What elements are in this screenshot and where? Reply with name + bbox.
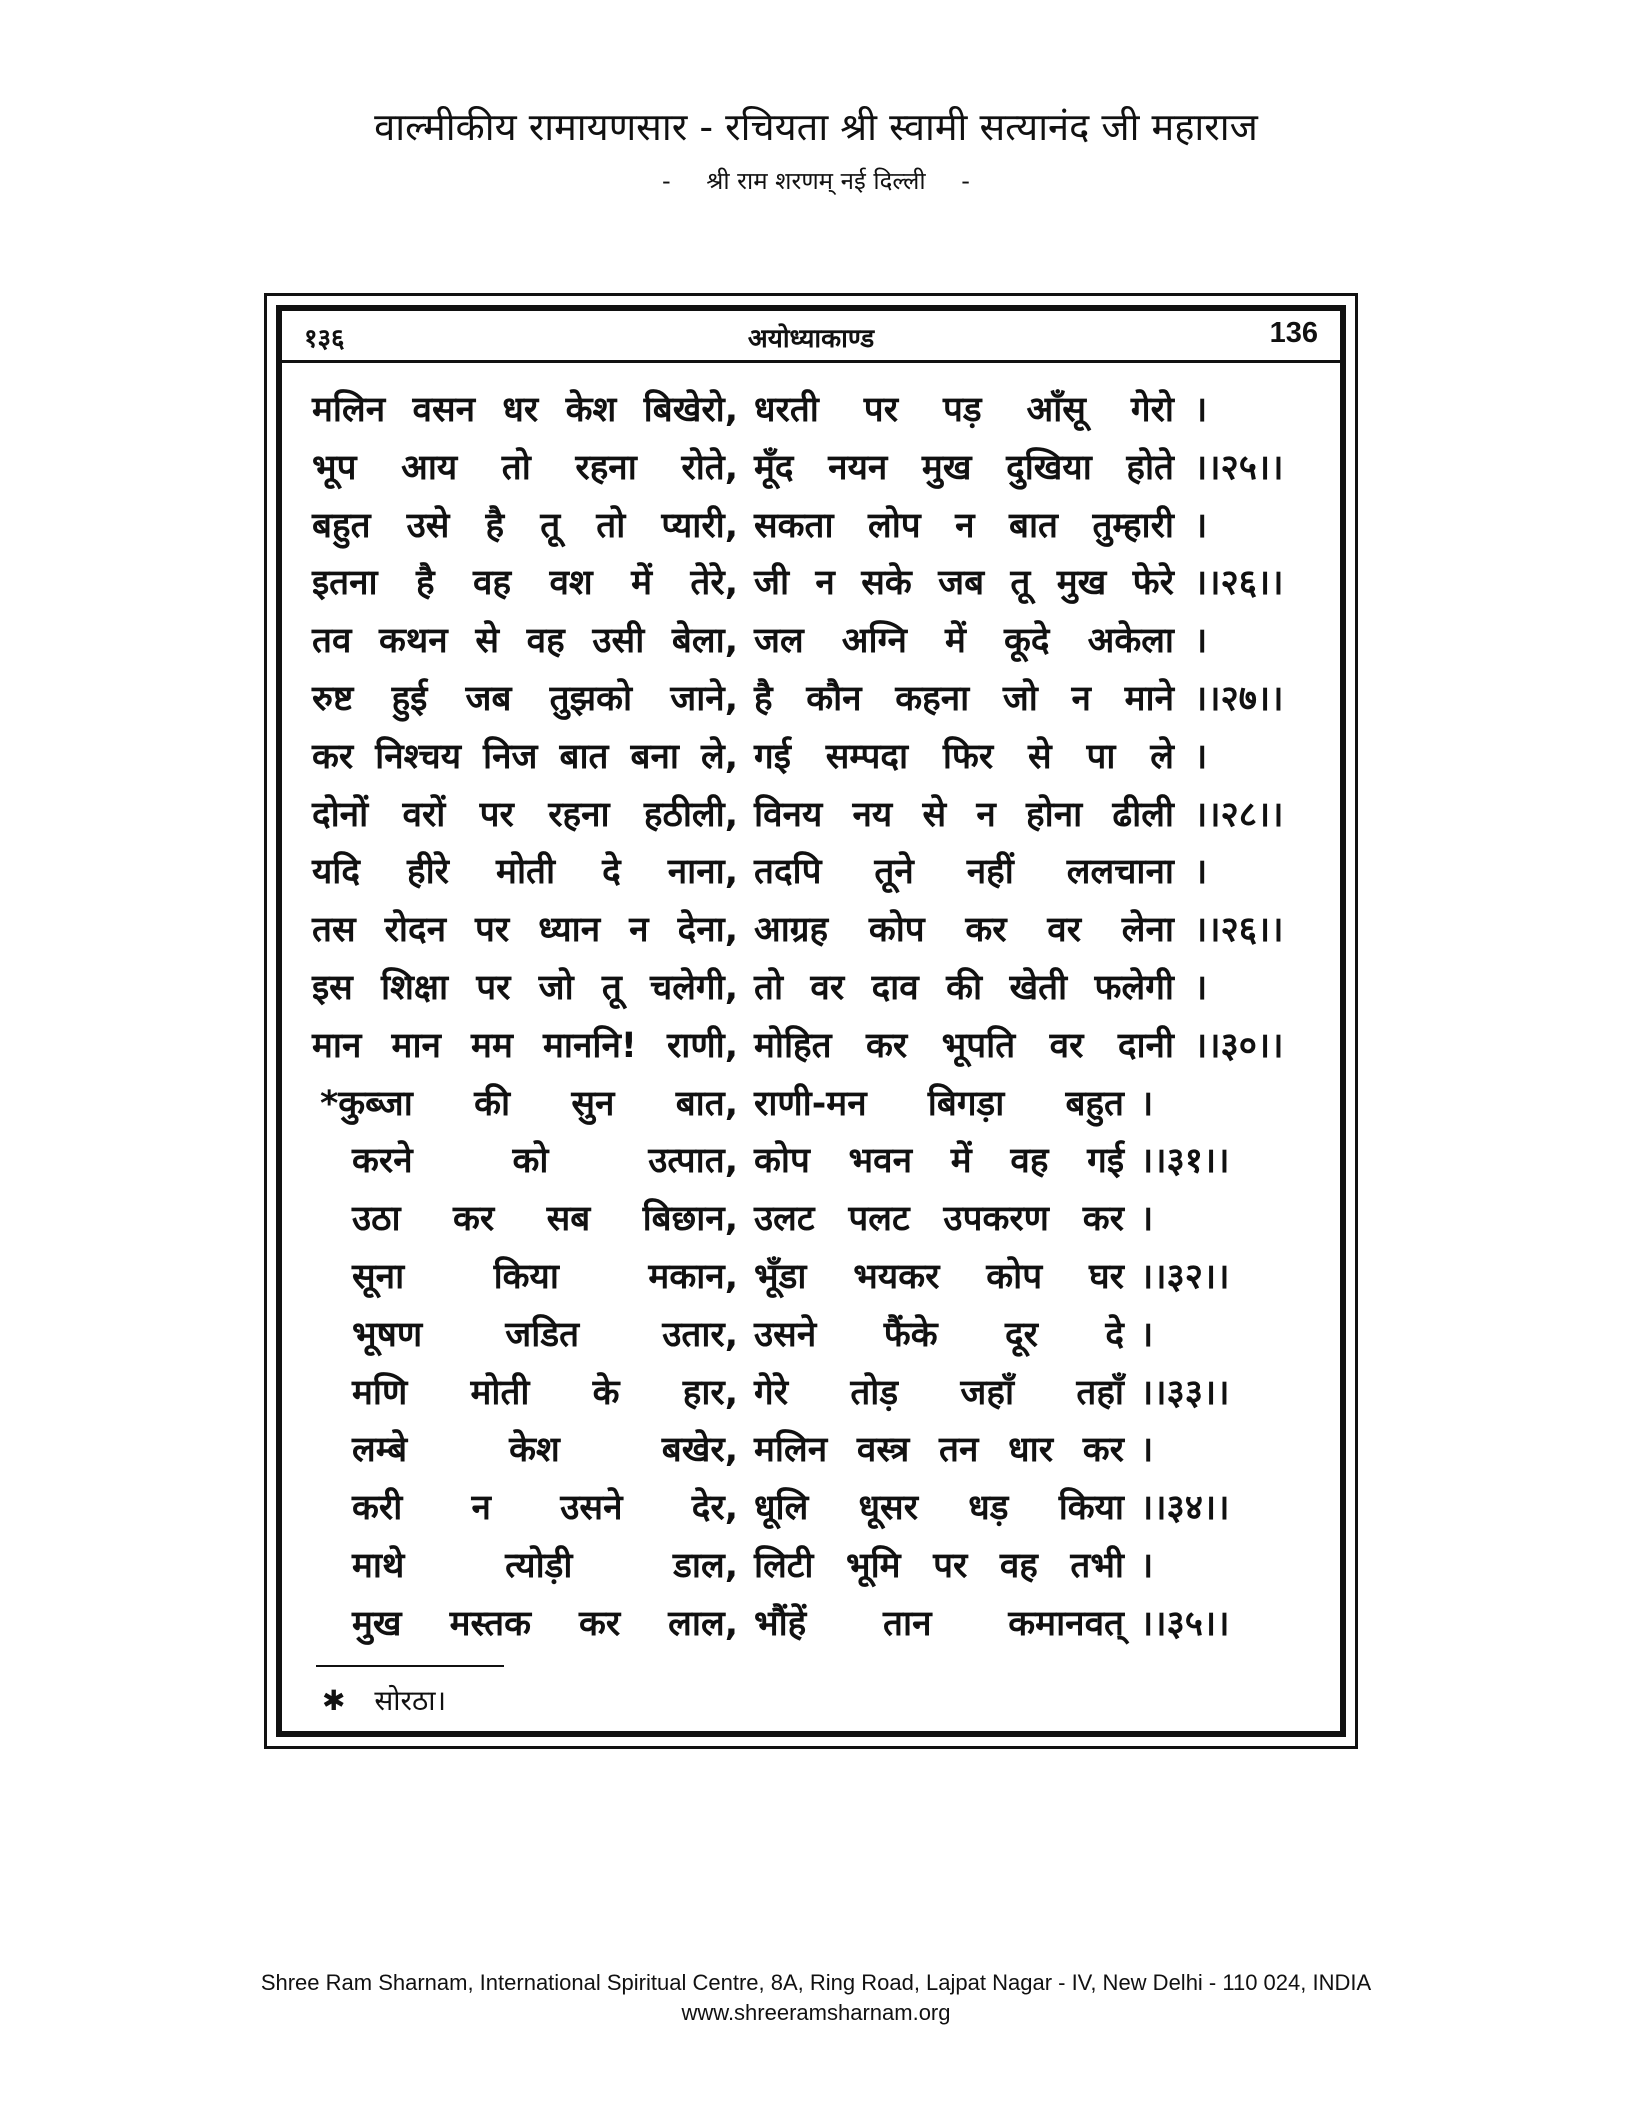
verse-line — [282, 445, 1340, 503]
soratha-first-half: करी न उसने देर, — [352, 1488, 738, 1529]
soratha-line — [282, 1485, 1340, 1543]
verse-first-half: बहुत उसे है तू तो प्यारी, — [312, 505, 738, 546]
verse-first-half: कर निश्चय निज बात बना ले, — [312, 736, 738, 777]
soratha-first-half: लम्बे केश बखेर, — [352, 1430, 738, 1471]
soratha-second-half: कोप भवन में वह गई — [754, 1141, 1124, 1182]
verse-marker: । — [1194, 390, 1208, 430]
page-footer — [0, 1968, 1632, 2028]
verse-second-half: विनय नय से न होना ढीली — [754, 794, 1174, 835]
header-dash-left: - — [662, 167, 671, 195]
verse-line — [282, 965, 1340, 1023]
page-number-devanagari: १३६ — [304, 324, 345, 354]
header-dash-right: - — [961, 167, 970, 195]
verse-second-half: सकता लोप न बात तुम्हारी — [754, 505, 1174, 546]
verse-marker: । — [1194, 736, 1208, 777]
footer-address: Shree Ram Sharnam, International Spiritual Centre, 8A, Ring Road, Lajpat Nagar - IV, New Delhi - 110 024, INDIA — [260, 1970, 1372, 1995]
asterisk-icon: ✱ — [322, 1684, 346, 1717]
soratha-marker: । — [1140, 1430, 1154, 1471]
verse-second-half: धरती पर पड़ आँसू गेरो — [754, 390, 1174, 430]
verse-first-half: मलिन वसन धर केश बिखेरो, — [312, 390, 738, 430]
soratha-first-half: मुख मस्तक कर लाल, — [352, 1603, 738, 1644]
page-number-arabic: 136 — [1269, 317, 1318, 349]
verse-second-half: जी न सके जब तू मुख फेरे — [754, 563, 1174, 604]
page-header — [0, 100, 1632, 200]
soratha-second-half: भौंहें तान कमानवत् — [754, 1603, 1124, 1644]
verse-marker: । — [1194, 852, 1208, 893]
soratha-first-half: *कुब्जा की सुन बात, — [320, 1083, 738, 1124]
soratha-second-half: भूँडा भयकर कोप घर — [754, 1256, 1124, 1297]
verse-line — [282, 907, 1340, 965]
verse-first-half: दोनों वरों पर रहना हठीली, — [312, 794, 738, 835]
verse-marker: । — [1194, 505, 1208, 546]
soratha-line — [282, 1312, 1340, 1370]
verse-second-half: गई सम्पदा फिर से पा ले — [754, 736, 1174, 777]
soratha-marker: ।।३१।। — [1140, 1141, 1230, 1182]
verse-marker: ।।२६।। — [1194, 910, 1284, 951]
verse-first-half: मान मान मम माननि! राणी, — [312, 1025, 738, 1066]
verse-line — [282, 792, 1340, 850]
verse-first-half: इतना है वह वश में तेरे, — [312, 563, 738, 604]
soratha-marker: ।।३३।। — [1140, 1372, 1230, 1413]
verse-line — [282, 560, 1340, 618]
verse-marker: ।।२७।। — [1194, 678, 1284, 719]
verse-marker: । — [1194, 621, 1208, 662]
header-subtitle — [0, 162, 1632, 200]
soratha-first-half: सूना किया मकान, — [352, 1256, 738, 1297]
footnote-divider — [316, 1665, 504, 1667]
verse-first-half: भूप आय तो रहना रोते, — [312, 447, 738, 488]
verse-second-half: मोहित कर भूपति वर दानी — [754, 1025, 1174, 1066]
verse-marker: ।।२५।। — [1194, 447, 1284, 488]
verse-marker: ।।३०।। — [1194, 1025, 1284, 1066]
header-subtitle-text: श्री राम शरणम् नई दिल्ली — [706, 167, 926, 195]
footnote — [322, 1681, 446, 1721]
verse-first-half: तव कथन से वह उसी बेला, — [312, 621, 738, 662]
footer-website: www.shreeramsharnam.org — [681, 2000, 951, 2025]
soratha-line — [282, 1427, 1340, 1485]
verse-marker: । — [1194, 967, 1208, 1008]
verse-second-half: है कौन कहना जो न माने — [754, 678, 1174, 719]
soratha-line — [282, 1254, 1340, 1312]
soratha-marker: । — [1140, 1083, 1154, 1124]
soratha-second-half: गेरे तोड़ जहाँ तहाँ — [754, 1372, 1124, 1413]
soratha-marker: ।।३५।। — [1140, 1603, 1230, 1644]
soratha-second-half: धूलि धूसर धड़ किया — [754, 1488, 1124, 1529]
header-title: वाल्मीकीय रामायणसार - रचियता श्री स्वामी सत्यानंद जी महाराज — [374, 105, 1258, 149]
soratha-first-half: मणि मोती के हार, — [352, 1372, 738, 1413]
verse-line — [282, 387, 1340, 445]
soratha-first-half: करने को उत्पात, — [352, 1141, 738, 1182]
verse-line — [282, 1023, 1340, 1081]
verse-first-half: इस शिक्षा पर जो तू चलेगी, — [312, 967, 738, 1008]
verse-line — [282, 849, 1340, 907]
page-frame-inner — [276, 305, 1346, 1737]
soratha-first-half: भूषण जडित उतार, — [352, 1314, 738, 1355]
verse-first-half: यदि हीरे मोती दे नाना, — [312, 852, 738, 893]
soratha-marker: ।।३२।। — [1140, 1256, 1230, 1297]
soratha-line — [282, 1196, 1340, 1254]
page-frame — [264, 293, 1358, 1749]
verse-second-half: तो वर दाव की खेती फलेगी — [754, 967, 1174, 1008]
soratha-first-half: उठा कर सब बिछान, — [352, 1199, 738, 1240]
verse-block — [282, 387, 1340, 1659]
soratha-second-half: उलट पलट उपकरण कर — [754, 1199, 1124, 1240]
verse-marker: ।।२६।। — [1194, 563, 1284, 604]
verse-first-half: रुष्ट हुई जब तुझको जाने, — [312, 678, 738, 719]
chapter-title: अयोध्याकाण्ड — [747, 324, 875, 354]
verse-line — [282, 618, 1340, 676]
soratha-line — [282, 1370, 1340, 1428]
soratha-second-half: राणी-मन बिगड़ा बहुत — [754, 1083, 1124, 1124]
verse-second-half: जल अग्नि में कूदे अकेला — [754, 621, 1174, 662]
soratha-marker: ।।३४।। — [1140, 1488, 1230, 1529]
soratha-second-half: उसने फैंके दूर दे — [754, 1314, 1124, 1355]
soratha-line — [282, 1081, 1340, 1139]
verse-line — [282, 503, 1340, 561]
soratha-first-half: माथे त्योड़ी डाल, — [352, 1545, 738, 1586]
footnote-text: सोरठा। — [374, 1684, 447, 1717]
verse-line — [282, 676, 1340, 734]
soratha-marker: । — [1140, 1199, 1154, 1240]
soratha-second-half: मलिन वस्त्र तन धार कर — [754, 1430, 1124, 1471]
soratha-second-half: लिटी भूमि पर वह तभी — [754, 1545, 1124, 1586]
soratha-line — [282, 1601, 1340, 1659]
verse-second-half: मूँद नयन मुख दुखिया होते — [754, 447, 1174, 488]
soratha-marker: । — [1140, 1314, 1154, 1355]
verse-first-half: तस रोदन पर ध्यान न देना, — [312, 910, 738, 951]
soratha-marker: । — [1140, 1545, 1154, 1586]
verse-marker: ।।२८।। — [1194, 794, 1284, 835]
running-head — [282, 311, 1340, 363]
verse-second-half: आग्रह कोप कर वर लेना — [754, 910, 1174, 951]
soratha-line — [282, 1138, 1340, 1196]
verse-line — [282, 734, 1340, 792]
soratha-line — [282, 1543, 1340, 1601]
verse-second-half: तदपि तूने नहीं ललचाना — [754, 852, 1174, 893]
